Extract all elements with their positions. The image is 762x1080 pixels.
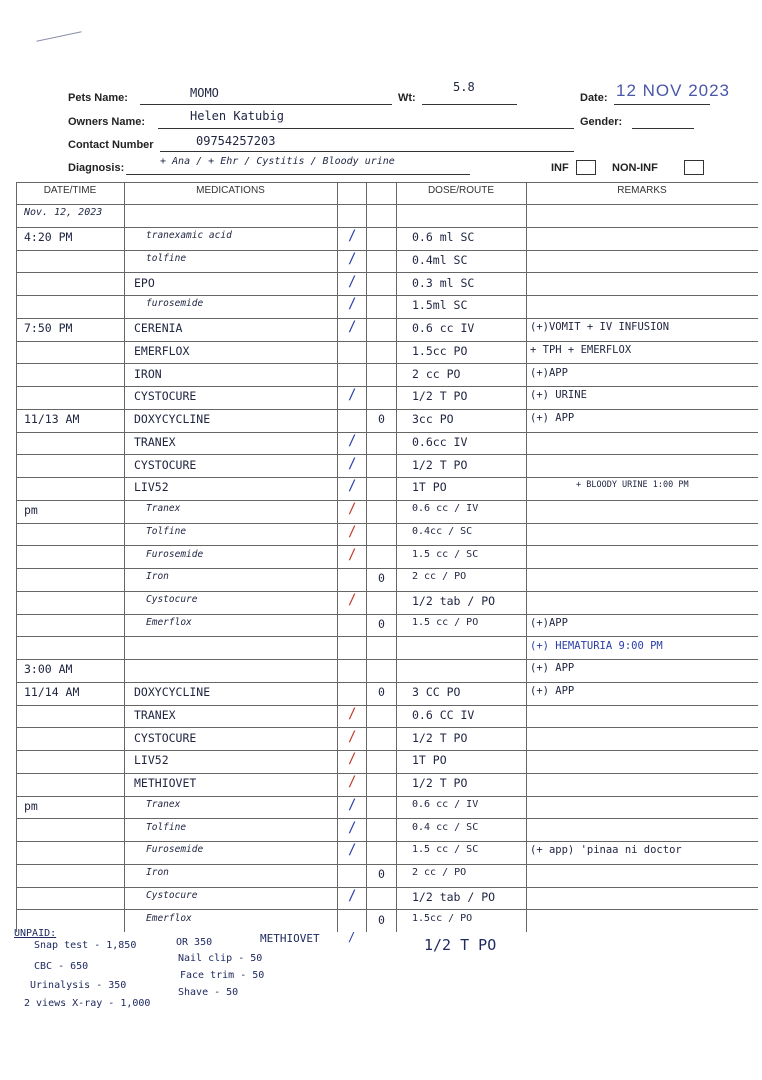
cell-medication: LIV52 — [134, 753, 169, 768]
table-row — [16, 841, 758, 864]
cell-date-time: 4:20 PM — [24, 230, 73, 245]
cell-omitted-mark: 0 — [378, 412, 385, 427]
table-row — [16, 250, 758, 273]
cell-given-check: / — [348, 705, 357, 722]
cell-dose-route: 2 cc / PO — [412, 867, 467, 879]
table-row — [16, 705, 758, 728]
cell-medication: Emerflox — [146, 912, 192, 924]
cell-given-check: / — [348, 296, 357, 313]
cell-given-check: / — [348, 228, 357, 245]
footer-left-line: 2 views X-ray - 1,000 — [24, 998, 151, 1009]
cell-date-time: 11/13 AM — [24, 412, 80, 427]
cell-given-check: / — [348, 478, 357, 495]
table-row — [16, 500, 758, 523]
table-row — [16, 773, 758, 796]
cell-given-check: / — [348, 592, 357, 609]
cell-given-check: / — [348, 501, 357, 518]
medication-table — [16, 182, 758, 932]
diagnosis-value: + Ana / + Ehr / Cystitis / Bloody urine — [160, 156, 395, 167]
cell-given-check: / — [348, 432, 357, 449]
table-row — [16, 750, 758, 773]
diagnosis-line — [126, 174, 470, 175]
table-row — [16, 591, 758, 614]
footer-check-mark: / — [348, 930, 356, 944]
cell-medication: Iron — [146, 571, 169, 583]
cell-dose-route: 1T PO — [412, 753, 447, 768]
cell-medication: EMERFLOX — [134, 343, 190, 358]
cell-date-time: 3:00 AM — [24, 662, 73, 677]
inf-checkbox[interactable] — [576, 160, 596, 175]
cell-dose-route: 1T PO — [412, 480, 447, 495]
footer-mid-line: Shave - 50 — [178, 987, 239, 998]
cell-medication: IRON — [134, 366, 162, 381]
table-row — [16, 545, 758, 568]
cell-given-check: / — [348, 546, 357, 563]
cell-remarks: + TPH + EMERFLOX — [530, 343, 632, 356]
cell-medication: Tranex — [146, 503, 181, 515]
cell-dose-route: 2 cc / PO — [412, 571, 467, 583]
footer-left-line: Urinalysis - 350 — [30, 980, 127, 991]
cell-medication: CYSTOCURE — [134, 389, 197, 404]
cell-medication: DOXYCYCLINE — [134, 412, 211, 427]
contact-line — [160, 151, 574, 152]
cell-medication: Furosemide — [146, 844, 204, 856]
cell-dose-route: 3 CC PO — [412, 685, 461, 700]
cell-date-time: Nov. 12, 2023 — [24, 207, 103, 219]
table-row — [16, 864, 758, 887]
cell-medication: Tolfine — [146, 821, 187, 833]
gender-line — [632, 128, 694, 129]
cell-omitted-mark: 0 — [378, 571, 385, 586]
inf-label: INF — [551, 162, 569, 174]
table-row — [16, 568, 758, 591]
table-row — [16, 341, 758, 364]
col-header-datetime: DATE/TIME — [43, 185, 97, 196]
pets-name-value: MOMO — [190, 86, 219, 100]
cell-medication: METHIOVET — [134, 776, 197, 791]
cell-dose-route: 1.5 cc / SC — [412, 844, 479, 856]
cell-remarks: (+) APP — [530, 412, 575, 425]
cell-dose-route: 1.5 cc / SC — [412, 548, 479, 560]
cell-dose-route: 1/2 T PO — [412, 730, 468, 745]
footer-left-line: Snap test - 1,850 — [34, 940, 137, 951]
cell-given-check: / — [348, 842, 357, 859]
cell-date-time: 7:50 PM — [24, 321, 73, 336]
cell-remarks: (+) APP — [530, 685, 575, 698]
cell-medication: furosemide — [146, 298, 204, 310]
diagnosis-label: Diagnosis: — [68, 162, 125, 174]
cell-medication: Cystocure — [146, 594, 198, 606]
table-row — [16, 659, 758, 682]
gender-label: Gender: — [580, 116, 623, 128]
footer-left-line: CBC - 650 — [34, 961, 89, 972]
cell-remarks: + BLOODY URINE 1:00 PM — [576, 480, 689, 491]
cell-date-time: pm — [24, 503, 38, 518]
noninf-label: NON-INF — [612, 162, 658, 174]
cell-dose-route: 1.5 cc / PO — [412, 616, 479, 628]
table-row — [16, 295, 758, 318]
table-row — [16, 409, 758, 432]
cell-dose-route: 0.6 CC IV — [412, 707, 475, 722]
cell-dose-route: 1/2 tab / PO — [412, 889, 496, 904]
table-row — [16, 887, 758, 910]
cell-remarks: (+) APP — [530, 662, 575, 675]
cell-dose-route: 0.6 cc IV — [412, 321, 475, 336]
cell-medication: Cystocure — [146, 889, 198, 901]
cell-medication: TRANEX — [134, 434, 176, 449]
cell-dose-route: 0.6cc IV — [412, 434, 468, 449]
cell-medication: EPO — [134, 275, 155, 290]
cell-given-check: / — [348, 250, 357, 267]
cell-omitted-mark: 0 — [378, 616, 385, 631]
table-row — [16, 909, 758, 932]
cell-omitted-mark: 0 — [378, 912, 385, 927]
wt-line — [422, 104, 517, 105]
cell-given-check: / — [348, 796, 357, 813]
date-label: Date: — [580, 92, 608, 104]
col-header-dose-route: DOSE/ROUTE — [427, 185, 495, 196]
table-row — [16, 796, 758, 819]
table-row — [16, 363, 758, 386]
cell-medication: Furosemide — [146, 548, 204, 560]
unpaid-label: UNPAID: — [14, 928, 57, 939]
cell-given-check: / — [348, 728, 357, 745]
footer-mid-line: OR 350 — [176, 937, 213, 948]
cell-given-check: / — [348, 319, 357, 336]
pets-name-label: Pets Name: — [68, 92, 128, 104]
cell-medication: LIV52 — [134, 480, 169, 495]
table-row — [16, 682, 758, 705]
cell-medication: Emerflox — [146, 616, 192, 628]
col-header-medications: MEDICATIONS — [196, 185, 265, 196]
cell-medication: Tranex — [146, 798, 181, 810]
cell-omitted-mark: 0 — [378, 867, 385, 882]
cell-date-time: pm — [24, 798, 38, 813]
cell-dose-route: 0.3 ml SC — [412, 275, 475, 290]
table-row — [16, 227, 758, 250]
cell-medication: DOXYCYCLINE — [134, 685, 211, 700]
cell-remarks: (+) HEMATURIA 9:00 PM — [530, 639, 663, 652]
cell-dose-route: 1/2 T PO — [412, 457, 468, 472]
table-row — [16, 636, 758, 659]
cell-given-check: / — [348, 387, 357, 404]
footer-extra-med: METHIOVET — [260, 932, 320, 945]
cell-remarks: (+) URINE — [530, 389, 587, 402]
cell-medication: TRANEX — [134, 707, 176, 722]
cell-medication: Iron — [146, 867, 169, 879]
owners-name-line — [158, 128, 574, 129]
footer-extra-dose: 1/2 T PO — [424, 936, 497, 954]
table-row — [16, 477, 758, 500]
cell-date-time: 11/14 AM — [24, 685, 80, 700]
cell-dose-route: 1.5cc / PO — [412, 912, 473, 924]
cell-given-check: / — [348, 887, 357, 904]
contact-value: 09754257203 — [196, 134, 276, 148]
table-row — [16, 454, 758, 477]
pets-name-line — [140, 104, 392, 105]
cell-medication: CYSTOCURE — [134, 730, 197, 745]
date-line — [614, 104, 710, 105]
owners-name-label: Owners Name: — [68, 116, 146, 128]
cell-given-check: / — [348, 819, 357, 836]
cell-remarks: (+)VOMIT + IV INFUSION — [530, 321, 670, 334]
wt-value: 5.8 — [453, 80, 475, 94]
cell-given-check: / — [348, 751, 357, 768]
table-row — [16, 727, 758, 750]
table-row — [16, 432, 758, 455]
cell-remarks: (+)APP — [530, 366, 568, 379]
table-row — [16, 204, 758, 227]
cell-dose-route: 0.4ml SC — [412, 252, 468, 267]
cell-dose-route: 0.6 cc / IV — [412, 503, 479, 515]
cell-medication: tolfine — [146, 252, 187, 264]
cell-dose-route: 2 cc PO — [412, 366, 461, 381]
cell-dose-route: 1.5ml SC — [412, 298, 468, 313]
footer-mid-line: Face trim - 50 — [180, 970, 265, 981]
cell-dose-route: 0.6 cc / IV — [412, 798, 479, 810]
cell-omitted-mark: 0 — [378, 685, 385, 700]
cell-medication: Tolfine — [146, 525, 187, 537]
table-row — [16, 614, 758, 637]
noninf-checkbox[interactable] — [684, 160, 704, 175]
table-row — [16, 818, 758, 841]
cell-dose-route: 1.5cc PO — [412, 343, 468, 358]
table-row — [16, 272, 758, 295]
cell-medication: CYSTOCURE — [134, 457, 197, 472]
cell-given-check: / — [348, 455, 357, 472]
cell-dose-route: 3cc PO — [412, 412, 454, 427]
date-stamp: 12 NOV 2023 — [616, 81, 731, 100]
cell-given-check: / — [348, 774, 357, 791]
col-header-remarks: REMARKS — [617, 185, 667, 196]
owners-name-value: Helen Katubig — [190, 109, 284, 123]
cell-dose-route: 0.4 cc / SC — [412, 821, 479, 833]
cell-remarks: (+ app) 'pinaa ni doctor — [530, 844, 682, 857]
cell-dose-route: 0.4cc / SC — [412, 525, 473, 537]
table-row — [16, 318, 758, 341]
cell-given-check: / — [348, 523, 357, 540]
cell-dose-route: 0.6 ml SC — [412, 230, 475, 245]
table-row — [16, 523, 758, 546]
cell-dose-route: 1/2 tab / PO — [412, 594, 496, 609]
wt-label: Wt: — [398, 92, 416, 104]
cell-medication: tranexamic acid — [146, 230, 232, 242]
cell-remarks: (+)APP — [530, 616, 568, 629]
footer-mid-line: Nail clip - 50 — [178, 953, 263, 964]
table-row — [16, 386, 758, 409]
cell-given-check: / — [348, 273, 357, 290]
cell-dose-route: 1/2 T PO — [412, 776, 468, 791]
pen-stroke-mark — [36, 31, 81, 42]
cell-medication: CERENIA — [134, 321, 183, 336]
cell-dose-route: 1/2 T PO — [412, 389, 468, 404]
contact-label: Contact Number — [68, 139, 154, 151]
